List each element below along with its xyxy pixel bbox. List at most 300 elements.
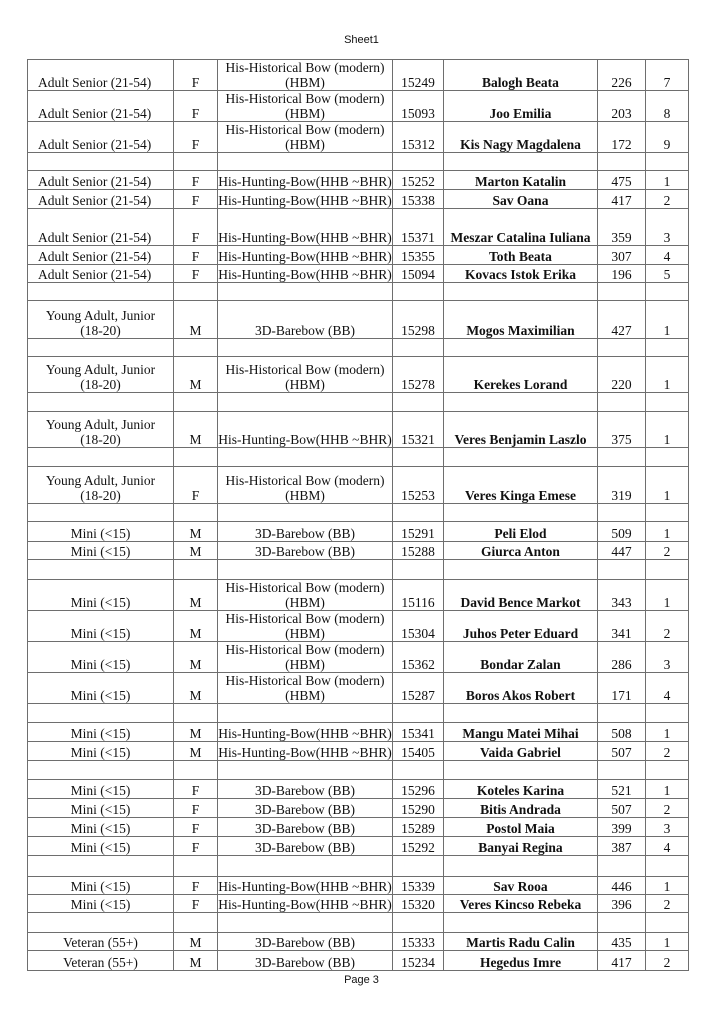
empty-cell: [598, 393, 646, 412]
bow-class-line: His-Historical Bow (modern): [225, 60, 385, 75]
bow-class-cell: [218, 522, 393, 542]
bow-class-cell: [218, 951, 393, 971]
rank-cell: 7: [646, 60, 689, 91]
empty-cell: [28, 504, 174, 522]
competitor-name-cell: Bondar Zalan: [444, 642, 598, 673]
category-cell: Mini (<15): [28, 642, 174, 673]
bow-class-cell: [218, 91, 393, 122]
score-cell: 435: [598, 933, 646, 951]
gender-cell: F: [174, 171, 218, 190]
gender-cell: M: [174, 301, 218, 339]
category-cell: Adult Senior (21-54): [28, 171, 174, 190]
empty-cell: [646, 393, 689, 412]
competitor-id-cell: 15338: [393, 190, 444, 209]
rank-cell: 8: [646, 91, 689, 122]
competitor-id-cell: 15304: [393, 611, 444, 642]
bow-class-cell: [218, 467, 393, 504]
empty-separator-row: [28, 704, 689, 723]
competitor-id-cell: 15355: [393, 246, 444, 265]
competitor-id-cell: 15249: [393, 60, 444, 91]
table-row: [28, 246, 689, 265]
rank-cell: 1: [646, 522, 689, 542]
category-cell: Veteran (55+): [28, 951, 174, 971]
empty-cell: [598, 761, 646, 780]
gender-cell: F: [174, 122, 218, 153]
table-row: [28, 60, 689, 91]
score-cell: 359: [598, 209, 646, 246]
gender-cell: M: [174, 723, 218, 742]
competitor-id-cell: 15321: [393, 412, 444, 448]
category-cell: Mini (<15): [28, 799, 174, 818]
rank-cell: 2: [646, 742, 689, 761]
empty-cell: [218, 913, 393, 933]
competitor-name-cell: Meszar Catalina Iuliana: [444, 209, 598, 246]
category-line-1: Young Adult, Junior: [45, 417, 156, 432]
page-number: Page 3: [344, 974, 379, 986]
bow-class-line: His-Historical Bow (modern): [225, 611, 385, 626]
bow-class-cell: [218, 580, 393, 611]
bow-class-line: His-Hunting-Bow(HHB ~BHR): [218, 726, 392, 741]
bow-class-cell: [218, 673, 393, 704]
gender-cell: M: [174, 642, 218, 673]
empty-separator-row: [28, 761, 689, 780]
category-cell: Mini (<15): [28, 611, 174, 642]
empty-cell: [393, 283, 444, 301]
category-line-2: (18-20): [80, 488, 121, 503]
empty-cell: [646, 913, 689, 933]
bow-class-line: (HBM): [285, 106, 325, 121]
score-cell: 196: [598, 265, 646, 283]
table-row: [28, 895, 689, 913]
table-row: [28, 673, 689, 704]
empty-cell: [598, 856, 646, 877]
bow-class-cell: [218, 122, 393, 153]
empty-cell: [646, 283, 689, 301]
empty-cell: [646, 856, 689, 877]
competitor-name-cell: Postol Maia: [444, 818, 598, 837]
empty-cell: [174, 856, 218, 877]
bow-class-cell: [218, 265, 393, 283]
score-cell: 286: [598, 642, 646, 673]
table-row: [28, 951, 689, 971]
score-cell: 447: [598, 542, 646, 560]
table-row: [28, 412, 689, 448]
rank-cell: 1: [646, 580, 689, 611]
bow-class-cell: [218, 799, 393, 818]
rank-cell: 1: [646, 467, 689, 504]
gender-cell: F: [174, 818, 218, 837]
empty-cell: [28, 856, 174, 877]
gender-cell: M: [174, 412, 218, 448]
competitor-name-cell: Balogh Beata: [444, 60, 598, 91]
table-row: [28, 171, 689, 190]
category-line-2: (18-20): [80, 377, 121, 392]
empty-cell: [598, 913, 646, 933]
category-cell: Mini (<15): [28, 522, 174, 542]
empty-cell: [174, 504, 218, 522]
competitor-name-cell: Peli Elod: [444, 522, 598, 542]
empty-cell: [444, 704, 598, 723]
category-cell: [28, 412, 174, 448]
empty-cell: [218, 761, 393, 780]
competitor-id-cell: 15333: [393, 933, 444, 951]
category-cell: Adult Senior (21-54): [28, 265, 174, 283]
competitor-name-cell: Toth Beata: [444, 246, 598, 265]
empty-cell: [393, 393, 444, 412]
competitor-name-cell: Kovacs Istok Erika: [444, 265, 598, 283]
gender-cell: M: [174, 742, 218, 761]
category-cell: Adult Senior (21-54): [28, 122, 174, 153]
empty-cell: [598, 704, 646, 723]
empty-cell: [393, 856, 444, 877]
competitor-id-cell: 15093: [393, 91, 444, 122]
gender-cell: M: [174, 611, 218, 642]
table-row: [28, 91, 689, 122]
bow-class-line: His-Hunting-Bow(HHB ~BHR): [218, 432, 392, 447]
competitor-name-cell: Martis Radu Calin: [444, 933, 598, 951]
competitor-id-cell: 15339: [393, 877, 444, 895]
category-cell: Mini (<15): [28, 742, 174, 761]
empty-cell: [28, 704, 174, 723]
competitor-name-cell: Veres Kincso Rebeka: [444, 895, 598, 913]
table-row: [28, 611, 689, 642]
table-row: [28, 933, 689, 951]
table-row: [28, 780, 689, 799]
bow-class-line: 3D-Barebow (BB): [254, 783, 356, 798]
empty-cell: [393, 448, 444, 467]
gender-cell: F: [174, 877, 218, 895]
bow-class-line: 3D-Barebow (BB): [254, 955, 356, 970]
table-row: [28, 580, 689, 611]
empty-cell: [174, 913, 218, 933]
score-cell: 399: [598, 818, 646, 837]
score-cell: 446: [598, 877, 646, 895]
bow-class-cell: [218, 818, 393, 837]
empty-separator-row: [28, 153, 689, 171]
rank-cell: 9: [646, 122, 689, 153]
competitor-name-cell: David Bence Markot: [444, 580, 598, 611]
gender-cell: F: [174, 190, 218, 209]
empty-cell: [174, 560, 218, 580]
empty-cell: [646, 704, 689, 723]
results-table-body: [28, 60, 689, 971]
table-row: [28, 265, 689, 283]
rank-cell: 1: [646, 723, 689, 742]
empty-cell: [393, 913, 444, 933]
rank-cell: 4: [646, 246, 689, 265]
bow-class-line: 3D-Barebow (BB): [254, 323, 356, 338]
empty-cell: [444, 153, 598, 171]
category-cell: Adult Senior (21-54): [28, 246, 174, 265]
category-line-1: Young Adult, Junior: [45, 473, 156, 488]
score-cell: 307: [598, 246, 646, 265]
competitor-id-cell: 15296: [393, 780, 444, 799]
rank-cell: 4: [646, 673, 689, 704]
empty-cell: [28, 913, 174, 933]
competitor-name-cell: Sav Rooa: [444, 877, 598, 895]
competitor-id-cell: 15253: [393, 467, 444, 504]
empty-cell: [28, 283, 174, 301]
results-table: [27, 59, 689, 971]
table-row: [28, 542, 689, 560]
category-cell: Adult Senior (21-54): [28, 91, 174, 122]
empty-cell: [393, 560, 444, 580]
category-cell: Adult Senior (21-54): [28, 209, 174, 246]
score-cell: 203: [598, 91, 646, 122]
bow-class-cell: [218, 357, 393, 393]
category-cell: Mini (<15): [28, 580, 174, 611]
bow-class-line: His-Historical Bow (modern): [225, 362, 385, 377]
empty-cell: [174, 283, 218, 301]
empty-cell: [598, 448, 646, 467]
bow-class-line: 3D-Barebow (BB): [254, 544, 356, 559]
bow-class-line: (HBM): [285, 75, 325, 90]
bow-class-line: His-Historical Bow (modern): [225, 473, 385, 488]
bow-class-line: His-Hunting-Bow(HHB ~BHR): [218, 879, 392, 894]
competitor-name-cell: Hegedus Imre: [444, 951, 598, 971]
competitor-id-cell: 15291: [393, 522, 444, 542]
category-line-1: Young Adult, Junior: [45, 308, 156, 323]
bow-class-line: (HBM): [285, 688, 325, 703]
bow-class-cell: [218, 60, 393, 91]
score-cell: 509: [598, 522, 646, 542]
bow-class-line: 3D-Barebow (BB): [254, 821, 356, 836]
empty-separator-row: [28, 283, 689, 301]
rank-cell: 1: [646, 357, 689, 393]
category-line-1: Young Adult, Junior: [45, 362, 156, 377]
competitor-name-cell: Kis Nagy Magdalena: [444, 122, 598, 153]
empty-cell: [598, 283, 646, 301]
competitor-name-cell: Bitis Andrada: [444, 799, 598, 818]
table-row: [28, 742, 689, 761]
competitor-name-cell: Kerekes Lorand: [444, 357, 598, 393]
score-cell: 508: [598, 723, 646, 742]
competitor-name-cell: Giurca Anton: [444, 542, 598, 560]
competitor-id-cell: 15405: [393, 742, 444, 761]
gender-cell: M: [174, 357, 218, 393]
bow-class-line: His-Hunting-Bow(HHB ~BHR): [218, 267, 392, 282]
empty-cell: [444, 856, 598, 877]
empty-cell: [218, 448, 393, 467]
competitor-id-cell: 15292: [393, 837, 444, 856]
gender-cell: M: [174, 580, 218, 611]
bow-class-line: His-Hunting-Bow(HHB ~BHR): [218, 249, 392, 264]
bow-class-cell: [218, 933, 393, 951]
rank-cell: 2: [646, 542, 689, 560]
score-cell: 507: [598, 799, 646, 818]
empty-cell: [444, 913, 598, 933]
empty-cell: [174, 393, 218, 412]
competitor-id-cell: 15290: [393, 799, 444, 818]
bow-class-line: (HBM): [285, 595, 325, 610]
empty-cell: [218, 339, 393, 357]
gender-cell: F: [174, 91, 218, 122]
empty-cell: [444, 761, 598, 780]
gender-cell: F: [174, 799, 218, 818]
empty-cell: [393, 153, 444, 171]
competitor-id-cell: 15320: [393, 895, 444, 913]
bow-class-cell: [218, 412, 393, 448]
score-cell: 427: [598, 301, 646, 339]
score-cell: 387: [598, 837, 646, 856]
category-line-2: (18-20): [80, 323, 121, 338]
rank-cell: 1: [646, 933, 689, 951]
empty-cell: [28, 153, 174, 171]
rank-cell: 2: [646, 190, 689, 209]
empty-cell: [598, 339, 646, 357]
empty-cell: [174, 448, 218, 467]
gender-cell: F: [174, 60, 218, 91]
bow-class-line: 3D-Barebow (BB): [254, 840, 356, 855]
empty-cell: [393, 339, 444, 357]
competitor-id-cell: 15278: [393, 357, 444, 393]
bow-class-line: His-Historical Bow (modern): [225, 91, 385, 106]
table-row: [28, 190, 689, 209]
table-row: [28, 642, 689, 673]
bow-class-cell: [218, 837, 393, 856]
score-cell: 521: [598, 780, 646, 799]
empty-cell: [598, 560, 646, 580]
score-cell: 396: [598, 895, 646, 913]
bow-class-cell: [218, 301, 393, 339]
gender-cell: F: [174, 780, 218, 799]
empty-cell: [444, 283, 598, 301]
gender-cell: M: [174, 933, 218, 951]
competitor-id-cell: 15289: [393, 818, 444, 837]
empty-cell: [218, 504, 393, 522]
bow-class-cell: [218, 209, 393, 246]
bow-class-line: (HBM): [285, 657, 325, 672]
competitor-name-cell: Koteles Karina: [444, 780, 598, 799]
empty-cell: [28, 761, 174, 780]
score-cell: 507: [598, 742, 646, 761]
empty-cell: [646, 761, 689, 780]
empty-cell: [444, 448, 598, 467]
table-row: [28, 522, 689, 542]
competitor-id-cell: 15234: [393, 951, 444, 971]
bow-class-line: His-Hunting-Bow(HHB ~BHR): [218, 745, 392, 760]
bow-class-cell: [218, 780, 393, 799]
empty-separator-row: [28, 856, 689, 877]
competitor-name-cell: Vaida Gabriel: [444, 742, 598, 761]
category-cell: Adult Senior (21-54): [28, 190, 174, 209]
competitor-name-cell: Veres Benjamin Laszlo: [444, 412, 598, 448]
bow-class-cell: [218, 542, 393, 560]
empty-cell: [218, 393, 393, 412]
table-row: [28, 877, 689, 895]
empty-cell: [174, 704, 218, 723]
empty-cell: [218, 283, 393, 301]
competitor-name-cell: Marton Katalin: [444, 171, 598, 190]
empty-cell: [393, 504, 444, 522]
rank-cell: 3: [646, 818, 689, 837]
empty-cell: [218, 704, 393, 723]
competitor-name-cell: Mogos Maximilian: [444, 301, 598, 339]
empty-cell: [444, 504, 598, 522]
rank-cell: 2: [646, 895, 689, 913]
table-row: [28, 818, 689, 837]
table-row: [28, 122, 689, 153]
bow-class-line: 3D-Barebow (BB): [254, 935, 356, 950]
competitor-name-cell: Boros Akos Robert: [444, 673, 598, 704]
gender-cell: F: [174, 895, 218, 913]
empty-separator-row: [28, 560, 689, 580]
score-cell: 343: [598, 580, 646, 611]
empty-cell: [174, 761, 218, 780]
competitor-id-cell: 15371: [393, 209, 444, 246]
empty-cell: [598, 153, 646, 171]
empty-cell: [218, 153, 393, 171]
competitor-id-cell: 15252: [393, 171, 444, 190]
empty-cell: [174, 339, 218, 357]
empty-separator-row: [28, 393, 689, 412]
empty-separator-row: [28, 339, 689, 357]
table-row: [28, 467, 689, 504]
bow-class-cell: [218, 895, 393, 913]
competitor-name-cell: Joo Emilia: [444, 91, 598, 122]
rank-cell: 3: [646, 642, 689, 673]
bow-class-line: His-Hunting-Bow(HHB ~BHR): [218, 230, 392, 245]
empty-cell: [218, 856, 393, 877]
competitor-id-cell: 15312: [393, 122, 444, 153]
rank-cell: 5: [646, 265, 689, 283]
score-cell: 375: [598, 412, 646, 448]
category-cell: Mini (<15): [28, 837, 174, 856]
rank-cell: 3: [646, 209, 689, 246]
rank-cell: 1: [646, 877, 689, 895]
competitor-id-cell: 15298: [393, 301, 444, 339]
score-cell: 341: [598, 611, 646, 642]
empty-cell: [174, 153, 218, 171]
gender-cell: F: [174, 467, 218, 504]
bow-class-line: 3D-Barebow (BB): [254, 802, 356, 817]
empty-cell: [646, 448, 689, 467]
table-row: [28, 799, 689, 818]
empty-separator-row: [28, 913, 689, 933]
rank-cell: 2: [646, 951, 689, 971]
rank-cell: 4: [646, 837, 689, 856]
score-cell: 417: [598, 951, 646, 971]
bow-class-line: His-Historical Bow (modern): [225, 642, 385, 657]
bow-class-cell: [218, 642, 393, 673]
category-cell: Mini (<15): [28, 673, 174, 704]
bow-class-line: His-Historical Bow (modern): [225, 580, 385, 595]
category-cell: [28, 467, 174, 504]
empty-cell: [393, 704, 444, 723]
category-cell: Mini (<15): [28, 723, 174, 742]
bow-class-line: (HBM): [285, 377, 325, 392]
gender-cell: F: [174, 265, 218, 283]
gender-cell: M: [174, 951, 218, 971]
category-line-2: (18-20): [80, 432, 121, 447]
table-row: [28, 723, 689, 742]
competitor-id-cell: 15287: [393, 673, 444, 704]
rank-cell: 1: [646, 412, 689, 448]
competitor-id-cell: 15341: [393, 723, 444, 742]
gender-cell: F: [174, 209, 218, 246]
empty-cell: [646, 504, 689, 522]
empty-cell: [646, 153, 689, 171]
category-cell: Mini (<15): [28, 818, 174, 837]
empty-cell: [646, 339, 689, 357]
bow-class-line: (HBM): [285, 488, 325, 503]
category-cell: Mini (<15): [28, 877, 174, 895]
competitor-id-cell: 15116: [393, 580, 444, 611]
competitor-name-cell: Veres Kinga Emese: [444, 467, 598, 504]
empty-cell: [28, 339, 174, 357]
table-row: [28, 357, 689, 393]
score-cell: 220: [598, 357, 646, 393]
